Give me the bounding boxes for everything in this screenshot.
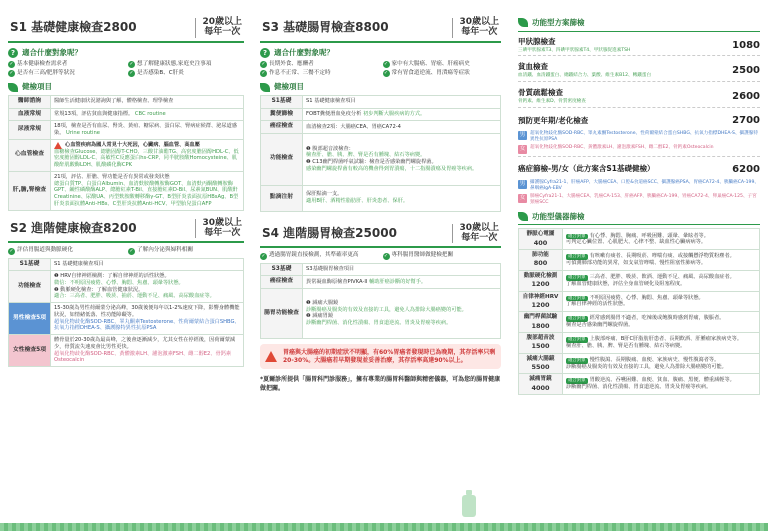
- table-row: 功能檢查 ❶ HRV自律神經檢測：了解自律神經的活性狀態。 微信：不明原因疲倦、心悸、胸悶、焦慮、頭暈等狀態。 ❷ 動脈硬化檢查：了解血管健康狀況。 適合：三高者、肥胖、吸菸、抽菸、運動不足、痛風、高尿酸血症等。: [9, 271, 244, 303]
- check-icon: ✓: [383, 60, 389, 67]
- s4-note: *夏爾診所提供「腸胃科門診服務」，擁有專業的腸胃科醫師與精密儀器，可為您的腸胃健康做把關。: [260, 376, 501, 393]
- s1-header: [8, 16, 244, 43]
- table-row: 腸胃功能檢查 ❶ 減痛大腸鏡 診斷腸癌及腸炎的有效及直接的工具，避免人為排除大腸癌變的可能。 ❷ 減痛胃鏡 診斷幽門桿菌、消化性潰瘍、胃食道逆流、胃炎及胃癌等疾病。: [261, 288, 501, 338]
- func-program: 骨質疏鬆檢查 骨鈣素、維生素D、骨質密度檢查 2600: [518, 86, 760, 108]
- check-icon: ✓: [261, 252, 266, 259]
- s1-items-title: 健檢項目: [8, 82, 244, 92]
- target-item: ✓ 是否有三高/肥胖等狀況: [9, 70, 75, 77]
- func-program: 預防更年期/老化檢查 2700 男 超氧化物歧化酶SOD-RBC、睪丸素酮Testosterone、性荷爾蒙結合蛋白SHBG、抗氧力指標DHEA-S、攝護腺特異性抗原PSA 女 超氧化物歧化酶SOD-RBC、黃體激素LH、濾泡激素FSH、雌二醇E2、骨鈣素Osteocalcin: [518, 112, 760, 157]
- table-row: 心血管檢查 心血管疾病為國人常見十大死因，心臟病、腦血管、高血壓 血糖檢查Glucose、總膽固醇T-CHO、三酸甘油酯TG、高密度膽固醇HDL-C、低密度膽固醇LDL-C、高敏性C反應蛋白hs-CRP、同半胱胺酸Homocysteine、肌酸酐肌酸酶LDH、肌酸磷化酶CPK: [9, 139, 244, 171]
- target-item: ✓ 想了解健康狀態,家庭史注事項: [129, 60, 212, 67]
- check-icon: ✓: [261, 70, 266, 77]
- leaf-icon: [518, 212, 528, 221]
- check-icon: ✓: [9, 60, 14, 67]
- check-icon: ✓: [129, 60, 134, 67]
- s2-targets: [8, 247, 244, 254]
- column-s1-s2: [0, 0, 250, 531]
- s1-title: S1 基礎健康檢查2800: [10, 20, 137, 35]
- func-program: 貧血檢查 血清鐵、血清鐵蛋白、總鐵結合力、葉酸、維生素B12、轉鐵蛋白 2500: [518, 60, 760, 82]
- table-row: S1基礎 S1 基礎健康檢查項目: [261, 96, 501, 109]
- s2-table: [8, 258, 244, 368]
- table-row: 點滴注射 保肝點滴一支。 適用B肝、酒精性脂肪肝、肝炎患者、保肝。: [261, 185, 501, 211]
- table-row: 尿液常規 18項，檢查是否有血尿、腎炎、黃疸、糖尿病、蛋白尿、腎病症候群、泌尿道感染。 Urine routine: [9, 121, 244, 140]
- table-row: 血液常規 常規13項，評估貧血與健康指標。 CBC routine: [9, 108, 244, 121]
- leaf-icon: [518, 18, 528, 27]
- s3-table: [260, 95, 501, 212]
- table-row: 自律神經HRV 1200 適合對象 不明原因疲倦、心悸、胸悶、焦慮、頭暈等狀態。 了解自律神經的活性狀態。: [519, 291, 760, 312]
- s4-table: [260, 263, 501, 339]
- column-s3-s4: [252, 0, 507, 531]
- table-row: 肝,膽,腎檢查 21項，評估、肝膽、腎功能是否有異常或發炎狀態 總蛋白質TP、白蛋白Albumin、血清麩胺酸轉胺酶GOT、血清麩丙酮酸轉胺酶GPT、鹼性磷酸酶ALP、總膽紅素T-Bil、直接膽紅素D-Bil、尿素氮BUN、肌酸酐Creatinine、尿酸UA、丙型麩胺酸轉移酶γ-GT、B型肝炎表面抗原HBsAg、B型肝炎表面抗體Anti-HBs、C型肝炎抗體Anti-HCV、甲型胎兒蛋白AFP: [9, 171, 244, 210]
- s3-age: 30歲以上 每年一次: [452, 18, 499, 38]
- leaf-icon: [8, 83, 18, 92]
- s4-age: 30歲以上 每年一次: [452, 224, 499, 244]
- check-icon: ✓: [9, 70, 14, 77]
- table-row: 減痛胃鏡 4000 適合對象 胃酸逆流、吞嚥困難、血便、貧血、腹痛、黑便、體重減輕等。 診斷幽門桿菌、消化性潰瘍、胃食道逆流、胃炎及胃癌等疾病。: [519, 374, 760, 395]
- target-item: ✓ 作息不正常、三餐不定時: [261, 70, 331, 77]
- table-row: 減痛大腸鏡 5500 適合對象 慢性腹瀉、長期腹痛、血便、家族病史、慢性腹瀉者等。 診斷腸癌及腸炎的有效及直接的工具，避免人為排除大腸癌變的可能。: [519, 353, 760, 374]
- instr-title: 功能型儀器篩檢: [518, 212, 760, 226]
- table-row: 肺功能 800 適合對象 有咳嗽有痰者、長期吸菸、哮喘有痰、或接觸懸浮物質粉塵者。 可偵測肺部功能的異常，如支氣管哮喘、慢性阻塞性肺病等。: [519, 250, 760, 271]
- bottle-illustration: [462, 495, 476, 517]
- table-row: 功能檢查 ❶ 腹部超音波檢查： 檢查肝、膽、胰、脾、腎是否有腫塊、結石等病變。 ❷ C13幽門桿菌呼氣試驗：檢查是否感染幽門螺旋桿菌。 感染幽門螺旋桿菌有較高的機會得到胃潰瘍，十二指腸潰瘍及胃癌等疾病。: [261, 133, 501, 185]
- func-title: 功能型方案篩檢: [518, 18, 760, 32]
- s4-header: [260, 222, 501, 249]
- s3-title: S3 基礎腸胃檢查8800: [262, 20, 389, 35]
- check-icon: ✓: [383, 252, 389, 259]
- leaf-icon: [260, 83, 270, 92]
- bottom-decoration: [0, 523, 768, 531]
- table-row: 男性檢查5項 15-30歲為男性荷爾蒙分泌高峰，30歲後便每年以1-2%速度下降，影響身體機能狀況，如情緒低落、性功能障礙等。 超氧化物歧化酶SOD-RBC、睪丸酮素Testosterone、性荷爾蒙結合蛋白SHBG、抗氧力指標DHEA-S、攝護腺特異性抗原PSA: [9, 303, 244, 335]
- question-icon: ?: [8, 48, 18, 58]
- table-row: 動脈硬化檢測 1200 適合對象 三高者、肥胖、吸菸、飲酒、運動不足、痛風、高尿酸血症者。 了解血管健康狀態，評估全身血管硬化及阻塞程度。: [519, 270, 760, 291]
- target-item: ✓ 常有胃食道逆流、胃潰瘍等症狀: [383, 70, 470, 77]
- s1-table: [8, 95, 244, 211]
- female-icon: 女: [519, 145, 526, 152]
- s4-targets: [260, 252, 501, 259]
- check-icon: ✓: [383, 70, 389, 77]
- table-row: S1基礎 S1 基礎健康檢查項目: [9, 258, 244, 271]
- table-row: 靜脈心電圖 400 適合對象 有心悸、胸悶、胸痛、呼吸困難、頭暈、暈眩者等。 可判定心臟位置、心肌肥大、心律不整、缺血性心臟病病等。: [519, 229, 760, 250]
- s4-warning: 胃癌與大腸癌的初期症狀不明顯，有60%胃癌者發現時已為晚期，其存活率只剩20-30%。大腸癌若早期發現並妥善治療，其存活率高達90%以上。: [260, 344, 501, 370]
- table-row: 癌症檢查 異常凝血酶原檢查PIVKA-II 輔助肝癌診斷的好幫手。: [261, 276, 501, 289]
- s2-header: [8, 217, 244, 244]
- column-functional: [510, 0, 768, 531]
- s1-targets: [8, 61, 244, 78]
- table-row: 幽門桿菌試驗 1800 適合對象 經常感到腸胃不適者，吃辣後或飽腹時感到胃痛，腹脹者。 檢查是否感染幽門螺旋桿菌。: [519, 312, 760, 333]
- table-row: 醫師諮詢 醫師生活健康狀況諮詢與了解，體格檢查、理學檢查: [9, 96, 244, 109]
- warning-icon: [265, 351, 277, 362]
- table-row: 糞便篩檢 FOBT糞便潛血免疫分析 初步判斷大腸疾病的方式。: [261, 108, 501, 121]
- s1-target-title: ? 適合什麼對象呢？: [8, 48, 244, 58]
- s3-targets: [260, 61, 501, 78]
- question-icon: ?: [260, 48, 270, 58]
- instr-table: [518, 228, 760, 395]
- check-icon: ✓: [261, 60, 266, 67]
- target-item: ✓ 透過腸胃鏡直接檢測，其準確率更高: [261, 252, 359, 259]
- func-program: 甲狀腺檢查 三碘甲狀腺素T3、四碘甲狀腺素T4、甲狀腺促進素TSH 1080: [518, 35, 760, 57]
- warning-icon: [54, 142, 62, 149]
- target-item: ✓ 家中有大腸癌、胃癌、肝癌病史: [383, 60, 470, 67]
- male-icon: 男: [519, 180, 526, 187]
- func-program: 癌症篩檢-男/女（此方案含S1基礎健檢） 6200 男 攝護腺Cyfra21-1、肝癌AFP、大腸癌CEA、口腔&食道癌SCC、攝護腺癌PSA、胃癌CA72-4、胰臟癌CA-199、鼻咽癌IgA-EBV 女 肺癌Cyfra21-1、大腸癌CEA、乳癌CA-153、肝癌AFP、胰臟癌CA-199、胃癌CA72-4、卵巢癌CA-125、子宮頸癌SCC: [518, 163, 760, 205]
- target-item: ✓ 專科腸胃醫師做健檢把關: [383, 252, 454, 259]
- s3-header: [260, 16, 501, 43]
- table-row: 腹部超音波 1500 適合對象 上腹部疼痛、B肝C肝脂肪肝患者、長期飲酒、肝腫瘤家族病史等。 檢查肝、膽、胰、脾、腎是否有腫塊、結石等病變。: [519, 332, 760, 353]
- s1-age: 20歲以上 每年一次: [195, 18, 242, 38]
- target-item: ✓ 基本健康檢查需求者: [9, 60, 68, 67]
- s3-items-title: 健檢項目: [260, 82, 501, 92]
- s3-target-title: ? 適合什麼對象呢？: [260, 48, 501, 58]
- male-icon: 男: [519, 131, 526, 138]
- target-item: ✓ 長期外食、應酬者: [261, 60, 314, 67]
- s2-age: 30歲以上 每年一次: [195, 219, 242, 239]
- table-row: 女性檢查5項 體骨量於20-30歲為最高峰，之後會逐漸減少，尤其女性在停經後，因荷爾蒙減少，骨質流失速度會比男性更快。 超氧化物歧化酶SOD-RBC、黃體激素LH、濾泡激素FSH、雌二醇E2、骨鈣素Osteocalcin: [9, 335, 244, 367]
- s4-title: S4 進階腸胃檢查25000: [262, 225, 397, 240]
- s2-title: S2 進階健康檢查8200: [10, 220, 137, 235]
- check-icon: ✓: [129, 70, 134, 77]
- check-icon: ✓: [9, 247, 14, 254]
- table-row: S3基礎 S3基礎腸胃檢查項目: [261, 263, 501, 276]
- table-row: 癌症檢查 血清檢查2項：大腸癌CEA、胃癌CA72-4: [261, 121, 501, 134]
- female-icon: 女: [519, 194, 526, 201]
- target-item: ✓ 是否感染B、C肝炎: [129, 70, 184, 77]
- check-icon: ✓: [129, 247, 134, 254]
- target-item: ✓ 評估胃腸道與動脈硬化: [9, 247, 73, 254]
- target-item: ✓ 了解內分泌與婦科相關: [129, 247, 193, 254]
